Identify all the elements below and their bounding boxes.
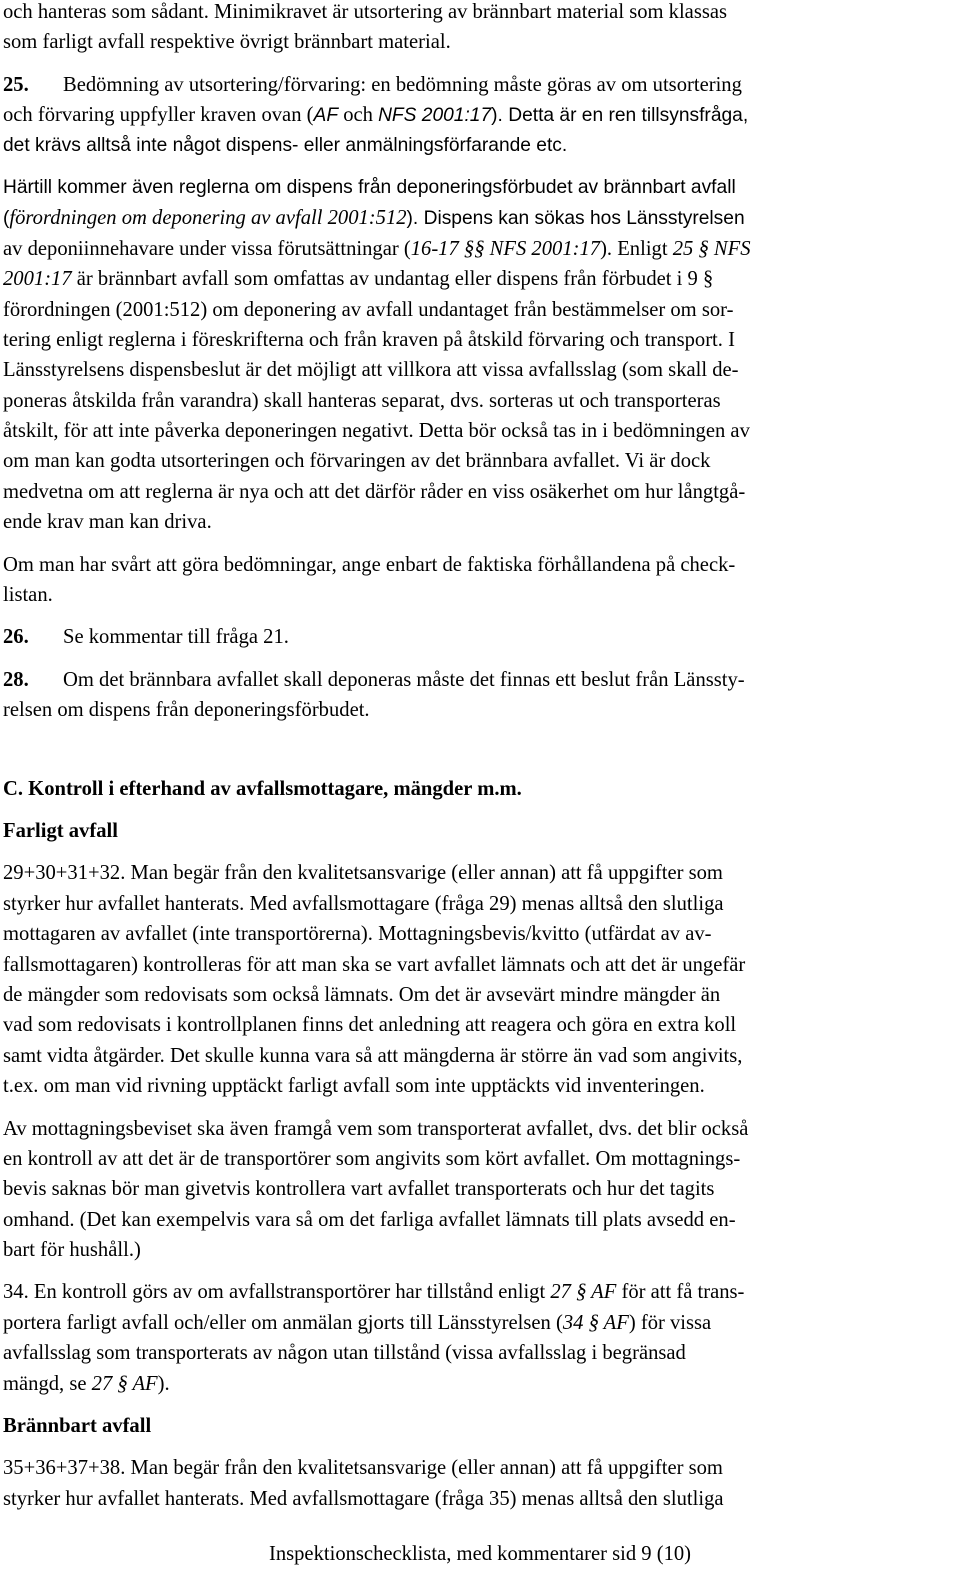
- text-run: portera farligt avfall och/eller om anmälan gjorts till Länsstyrelsen (: [3, 1311, 563, 1334]
- text-run: (: [3, 208, 10, 230]
- reference-af: AF: [313, 105, 339, 127]
- text-run: ).: [157, 1372, 170, 1395]
- subsection-heading: Farligt avfall: [3, 819, 118, 842]
- text-line: tering enligt reglerna i föreskrifterna och från kraven på åtskild förvaring och transport. I: [3, 328, 735, 351]
- text-line: som farligt avfall respektive övrigt brännbart material.: [3, 31, 451, 54]
- reference-af: 27 § AF: [550, 1281, 617, 1304]
- text-run: och förvaring uppfyller kraven ovan (: [3, 104, 314, 127]
- paragraph-om-man: [3, 550, 951, 611]
- text-line: och hanteras som sådant. Minimikravet är utsortering av brännbart material som klassas: [3, 1, 728, 23]
- text-line: Av mottagningsbeviset ska även framgå vem som transporterat avfallet, dvs. det blir också: [3, 1117, 749, 1140]
- text-line: styrker hur avfallet hanterats. Med avfallsmottagare (fråga 35) menas alltså den slutliga: [3, 1487, 724, 1510]
- item-number: 26.: [3, 626, 29, 649]
- text-line: Härtill kommer även reglerna om dispens från deponeringsförbudet av brännbart avfall: [3, 176, 736, 198]
- text-line: poneras åtskilda från varandra) skall hanteras separat, dvs. sorteras ut och transporteras: [3, 389, 721, 412]
- reference-nfs: 16-17 §§ NFS 2001:17: [410, 237, 601, 260]
- text-line: åtskilt, för att inte påverka deponeringen negativt. Detta bör också tas in i bedömningen av: [3, 420, 750, 443]
- text-line: ende krav man kan driva.: [3, 511, 212, 534]
- text-line: bevis saknas bör man givetvis kontrollera vart avfallet transporterats och hur det tagits: [3, 1178, 715, 1201]
- text-line: Om det brännbara avfallet skall deponeras måste det finnas ett beslut från Länssty-: [63, 668, 745, 691]
- text-line: styrker hur avfallet hanterats. Med avfallsmottagare (fråga 29) menas alltså den slutliga: [3, 892, 724, 915]
- item-34: [3, 1277, 951, 1399]
- item-number: 28.: [3, 668, 29, 691]
- text-run: mängd, se: [3, 1372, 92, 1395]
- text-line: Se kommentar till fråga 21.: [63, 626, 289, 649]
- reference-nfs: 2001:17: [3, 268, 72, 291]
- text-line: förordningen (2001:512) om deponering av avfall undantaget från bestämmelser om sor-: [3, 298, 734, 321]
- text-line: t.ex. om man vid rivning upptäckt farligt avfall som inte upptäckts vid inventeringen.: [3, 1075, 705, 1098]
- paragraph-hartill: [3, 173, 951, 538]
- text-run: av deponiinnehavare under vissa förutsättningar (: [3, 237, 411, 260]
- paragraph-intro: [3, 0, 951, 58]
- text-line: medvetna om att reglerna är nya och att det därför råder en viss osäkerhet om hur långtgå-: [3, 480, 746, 503]
- text-line: avfallsslag som transporterats av någon utan tillstånd (vissa avfallsslag i begränsad: [3, 1342, 686, 1365]
- text-run: ). Detta är en ren tillsynsfråga,: [491, 105, 749, 127]
- reference-nfs: NFS 2001:17: [378, 105, 492, 127]
- paragraph-av-mottagningsbeviset: [3, 1114, 951, 1266]
- text-line: om man kan godta utsorteringen och förvaringen av det brännbara avfallet. Vi är dock: [3, 450, 711, 473]
- text-line: listan.: [3, 584, 53, 607]
- text-line: 35+36+37+38. Man begär från den kvalitetsansvarige (eller annan) att få uppgifter som: [3, 1457, 723, 1480]
- text-line: omhand. (Det kan exempelvis vara så om det farliga avfallet lämnats till plats avsedd en-: [3, 1208, 736, 1231]
- page-footer: Inspektionschecklista, med kommentarer sid 9 (10): [268, 1543, 692, 1565]
- subsection-brannbart-avfall: [3, 1411, 951, 1514]
- item-26: [3, 622, 951, 652]
- reference-af: 27 § AF: [91, 1372, 158, 1395]
- text-line: de mängder som redovisats som också lämnats. Om det är avsevärt mindre mängder än: [3, 983, 721, 1006]
- subsection-farligt-avfall: [3, 816, 951, 1102]
- text-line: det krävs alltså inte något dispens- eller anmälningsförfarande etc.: [3, 134, 568, 156]
- item-number: 25.: [3, 73, 29, 96]
- reference-nfs: 25 § NFS: [672, 237, 751, 260]
- reference-forordning: förordningen om deponering av avfall 2001:512: [9, 207, 407, 230]
- subsection-heading: Brännbart avfall: [3, 1415, 152, 1438]
- text-run: ). Dispens kan sökas hos Länsstyrelsen: [406, 208, 745, 230]
- text-run: är brännbart avfall som omfattas av undantag eller dispens från förbudet i 9 §: [71, 268, 714, 291]
- text-line: Om man har svårt att göra bedömningar, ange enbart de faktiska förhållandena på check-: [3, 553, 736, 576]
- text-run: för att få trans-: [616, 1281, 745, 1304]
- text-run: ) för vissa: [628, 1311, 712, 1334]
- text-line: mottagaren av avfallet (inte transportörerna). Mottagningsbevis/kvitto (utfärdat av av-: [3, 923, 712, 946]
- document-page: [3, 0, 951, 1514]
- text-line: en kontroll av att det är de transportörer som angivits som kört avfallet. Om mottagnings-: [3, 1147, 741, 1170]
- reference-af: 34 § AF: [562, 1311, 629, 1334]
- text-line: bart för hushåll.): [3, 1239, 141, 1262]
- text-line: 29+30+31+32. Man begär från den kvalitetsansvarige (eller annan) att få uppgifter som: [3, 862, 723, 885]
- text-line: relsen om dispens från deponeringsförbudet.: [3, 699, 370, 722]
- text-line: Länsstyrelsens dispensbeslut är det möjligt att villkora att vissa avfallsslag (som skall de-: [3, 359, 739, 382]
- text-line: Bedömning av utsortering/förvaring: en bedömning måste göras av om utsortering: [63, 73, 742, 96]
- text-run: 34. En kontroll görs av om avfallstransportörer har tillstånd enligt: [3, 1281, 551, 1304]
- item-25: [3, 70, 951, 161]
- text-line: vad som redovisats i kontrollplanen finns det anledning att reagera och göra en extra koll: [3, 1014, 737, 1037]
- item-28: [3, 665, 951, 726]
- text-run: och: [338, 104, 379, 127]
- text-run: ). Enligt: [600, 237, 673, 260]
- text-line: samt vidta åtgärder. Det skulle kunna vara så att mängderna är större än vad som angivits,: [3, 1044, 743, 1067]
- text-line: fallsmottagaren) kontrolleras för att man ska se vart avfallet lämnats och att det är ungefär: [3, 953, 746, 976]
- section-heading: C. Kontroll i efterhand av avfallsmottagare, mängder m.m.: [3, 777, 522, 800]
